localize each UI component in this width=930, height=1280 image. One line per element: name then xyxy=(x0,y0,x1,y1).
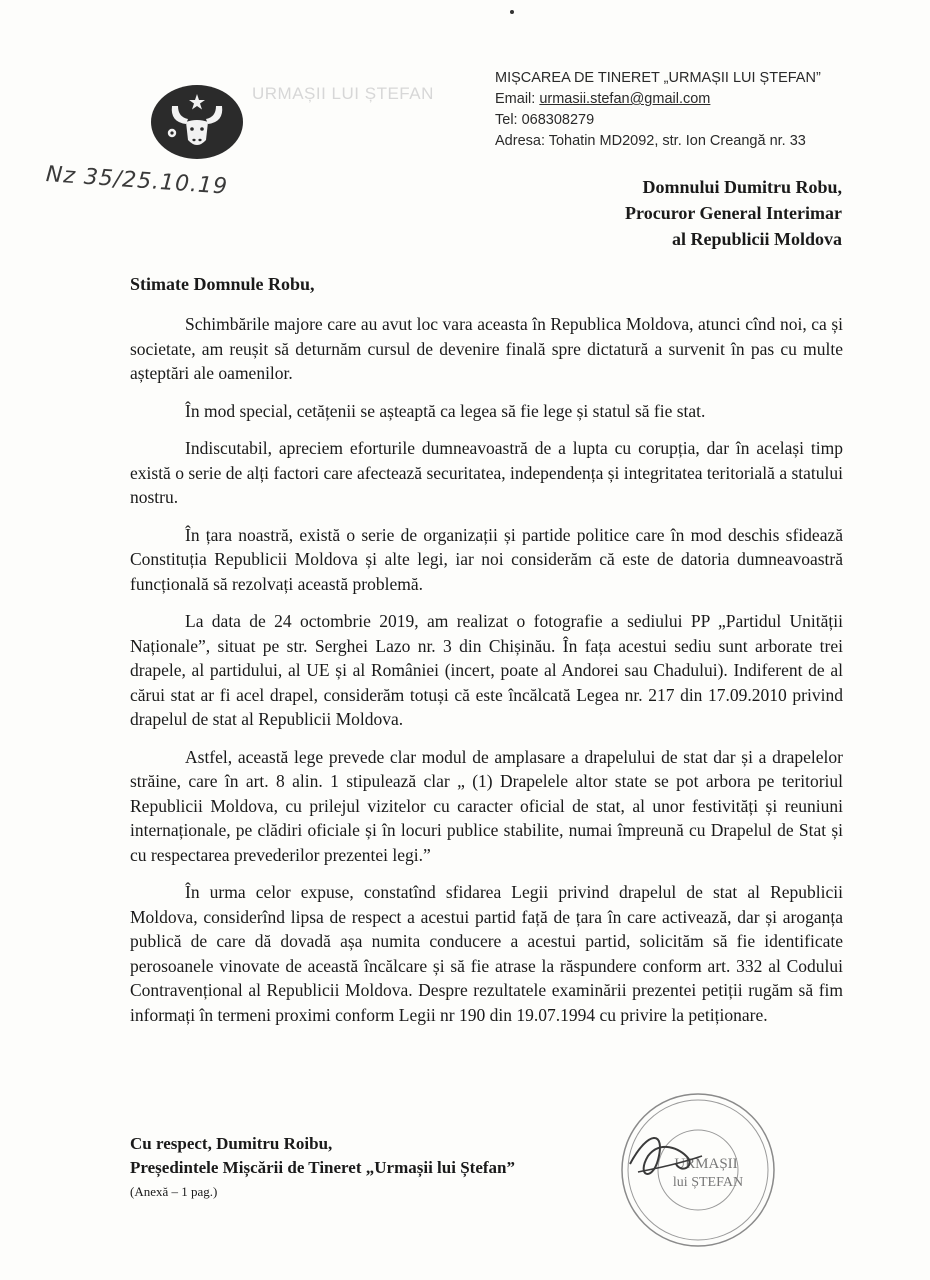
body-paragraph: În mod special, cetățenii se așteaptă ca legea să fie lege și statul să fie stat. xyxy=(185,400,706,421)
body-paragraph: În țara noastră, există o serie de organizații și partide politice care în mod deschis sfidează Constituția Republicii Moldova și alte legi, iar noi considerăm că este de datoria dumneavoastră funcțională să rezolvați această problemă. xyxy=(130,524,843,594)
official-stamp-icon xyxy=(618,1090,778,1250)
letter-body xyxy=(130,312,843,1040)
addressee-country: al Republicii Moldova xyxy=(671,229,842,249)
stamp-text-line1: URMAȘII xyxy=(674,1156,738,1172)
logo-wordmark: URMAȘII LUI ȘTEFAN xyxy=(252,84,434,103)
addressee-block xyxy=(625,174,842,252)
addressee-name: Domnului Dumitru Robu, xyxy=(642,177,842,197)
signature-block xyxy=(130,1132,515,1180)
handwritten-registration-number: Nz 35/25.10.19 xyxy=(45,162,229,200)
signature-closing: Cu respect, Dumitru Roibu, xyxy=(130,1134,333,1153)
address-line: Adresa: Tohatin MD2092, str. Ion Creangă nr. 33 xyxy=(495,133,806,149)
body-paragraph: Indiscutabil, apreciem eforturile dumneavoastră de a lupta cu corupția, dar în același timp există o serie de alți factori care afectează securitatea, independența și integritatea teritorială a statului nostru. xyxy=(130,438,843,507)
body-paragraph: În urma celor expuse, constatînd sfidarea Legii privind drapelul de stat al Republicii Moldova, considerînd lipsa de respect a acestui partid față de țara în care activează, dar și aroganța publică de care dă dovadă așa numita conducere a acestui partid, solicităm să fie identificate perosoanele vinovate de această încălcare și să fie atrase la răspundere conform art. 332 al Codului Contravențional al Republicii Moldova. Despre rezultatele examinării prezentei petiții rugăm să fim informați în termeni proximi conform Legii nr 190 din 19.07.1994 cu privire la petiționare. xyxy=(130,882,843,1025)
phone-line: Tel: 068308279 xyxy=(495,112,595,128)
body-paragraph: Schimbările majore care au avut loc vara aceasta în Republica Moldova, atunci cînd noi, ca și societate, am reușit să deturnăm cursul de devenire finală spre dictatură a survenit în pas cu multe așteptări ale oamenilor. xyxy=(130,314,843,383)
email-line xyxy=(495,89,821,110)
organization-contact-block xyxy=(495,68,821,152)
body-paragraph: La data de 24 octombrie 2019, am realizat o fotografie a sediului PP „Partidul Unității Naționale”, situat pe str. Serghei Lazo nr. 3 din Chișinău. În fața acestui sediu sunt arborate trei drapele, al partidului, al UE și al României (incert, poate al Andorei sau Chadului). Indiferent de al cărui stat ar fi acel drapel, considerăm totuși că este încălcată Legea nr. 217 din 17.09.2010 privind drapelul de stat al Republicii Moldova. xyxy=(130,611,843,729)
scan-mark xyxy=(510,10,514,14)
stamp-text-line2: lui ȘTEFAN xyxy=(672,1175,744,1190)
addressee-title: Procuror General Interimar xyxy=(625,203,842,223)
salutation: Stimate Domnule Robu, xyxy=(130,274,315,294)
signature-title: Președintele Mișcării de Tineret „Urmașii lui Ștefan” xyxy=(130,1158,515,1177)
body-paragraph: Astfel, această lege prevede clar modul de amplasare a drapelului de stat dar și a drapelelor străine, care în art. 8 alin. 1 stipulează clar „ (1) Drapelele altor state se pot arbora pe teritoriul Republicii Moldova, cu prilejul vizitelor cu caracter oficial de stat, al unor festivități și reuniuni internaționale, pe clădiri oficiale și în locuri publice stabilite, numai împreună cu Drapelul de Stat și cu respectarea prevederilor prezentei legi.” xyxy=(130,746,843,865)
annex-note: (Anexă – 1 pag.) xyxy=(130,1184,218,1199)
email-label: Email: xyxy=(495,91,540,107)
aurochs-logo-icon xyxy=(150,84,244,160)
email-link[interactable]: urmasii.stefan@gmail.com xyxy=(539,91,711,107)
organization-name: MIȘCAREA DE TINERET „URMAȘII LUI ȘTEFAN” xyxy=(495,70,821,86)
